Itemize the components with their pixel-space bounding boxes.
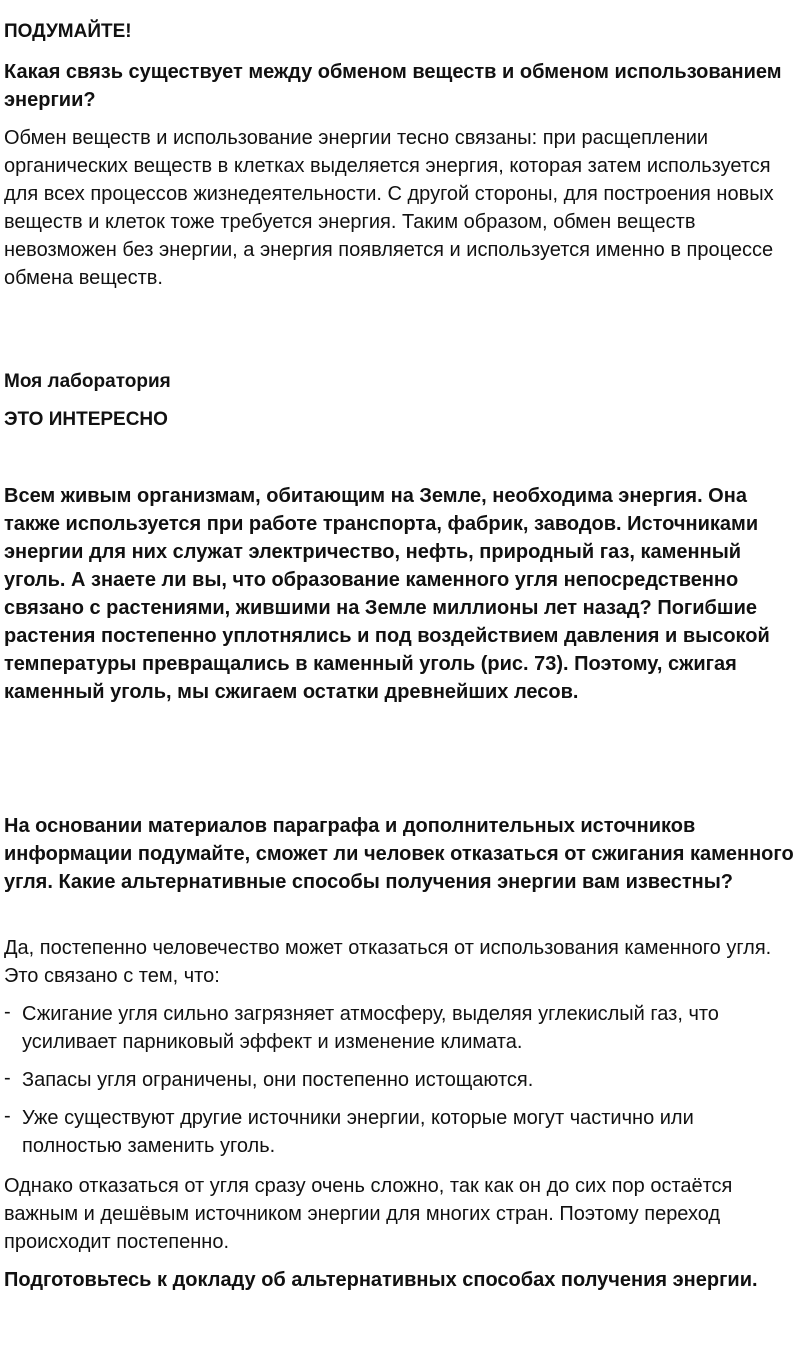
list-item-text: Сжигание угля сильно загрязняет атмосферу, выделяя углекислый газ, что усиливает парниковый эффект и изменение климата. — [22, 1003, 719, 1053]
interesting-text: Всем живым организмам, обитающим на Земле, необходима энергия. Она также используется при работе транспорта, фабрик, заводов. Источниками энергии для них служат электричество, нефть, природный газ, каменный уголь. А знаете ли вы, что образование каменного угля непосредственно связано с растениями, жившими на Земле миллионы лет назад? Погибшие растения постепенно уплотнялись и под воздействием давления и высокой температуры превращались в каменный уголь (рис. 73). Поэтому, сжигая каменный уголь, мы сжигаем остатки древнейших лесов. — [4, 485, 770, 703]
answer-metabolism: Обмен веществ и использование энергии тесно связаны: при расщеплении органических веществ в клетках выделяется энергия, которая затем используется для всех процессов жизнедеятельности. С другой стороны, для построения новых веществ и клеток тоже требуется энергия. Таким образом, обмен веществ невозможен без энергии, а энергия появляется и используется именно в процессе обмена веществ. — [4, 127, 774, 289]
list-item — [4, 1104, 796, 1160]
report-task: Подготовьтесь к докладу об альтернативных способах получения энергии. — [4, 1269, 758, 1291]
list-item-text: Уже существуют другие источники энергии, которые могут частично или полностью заменить уголь. — [22, 1107, 694, 1157]
question-coal: На основании материалов параграфа и дополнительных источников информации подумайте, сможет ли человек отказаться от сжигания каменного угля. Какие альтернативные способы получения энергии вам известны? — [4, 815, 794, 893]
answer-intro: Да, постепенно человечество может отказаться от использования каменного угля. Это связано с тем, что: — [4, 937, 772, 987]
list-item — [4, 1000, 796, 1056]
interesting-heading: ЭТО ИНТЕРЕСНО — [4, 409, 168, 430]
list-item-text: Запасы угля ограничены, они постепенно истощаются. — [22, 1069, 534, 1091]
think-heading: ПОДУМАЙТЕ! — [4, 21, 132, 42]
list-item — [4, 1066, 796, 1094]
lab-heading: Моя лаборатория — [4, 371, 171, 392]
bullet-dash: - — [4, 1001, 11, 1023]
bullet-dash: - — [4, 1067, 11, 1089]
question-metabolism: Какая связь существует между обменом веществ и обменом использованием энергии? — [4, 61, 782, 111]
conclusion-text: Однако отказаться от угля сразу очень сложно, так как он до сих пор остаётся важным и дешёвым источником энергии для многих стран. Поэтому переход происходит постепенно. — [4, 1175, 733, 1253]
bullet-dash: - — [4, 1105, 11, 1127]
